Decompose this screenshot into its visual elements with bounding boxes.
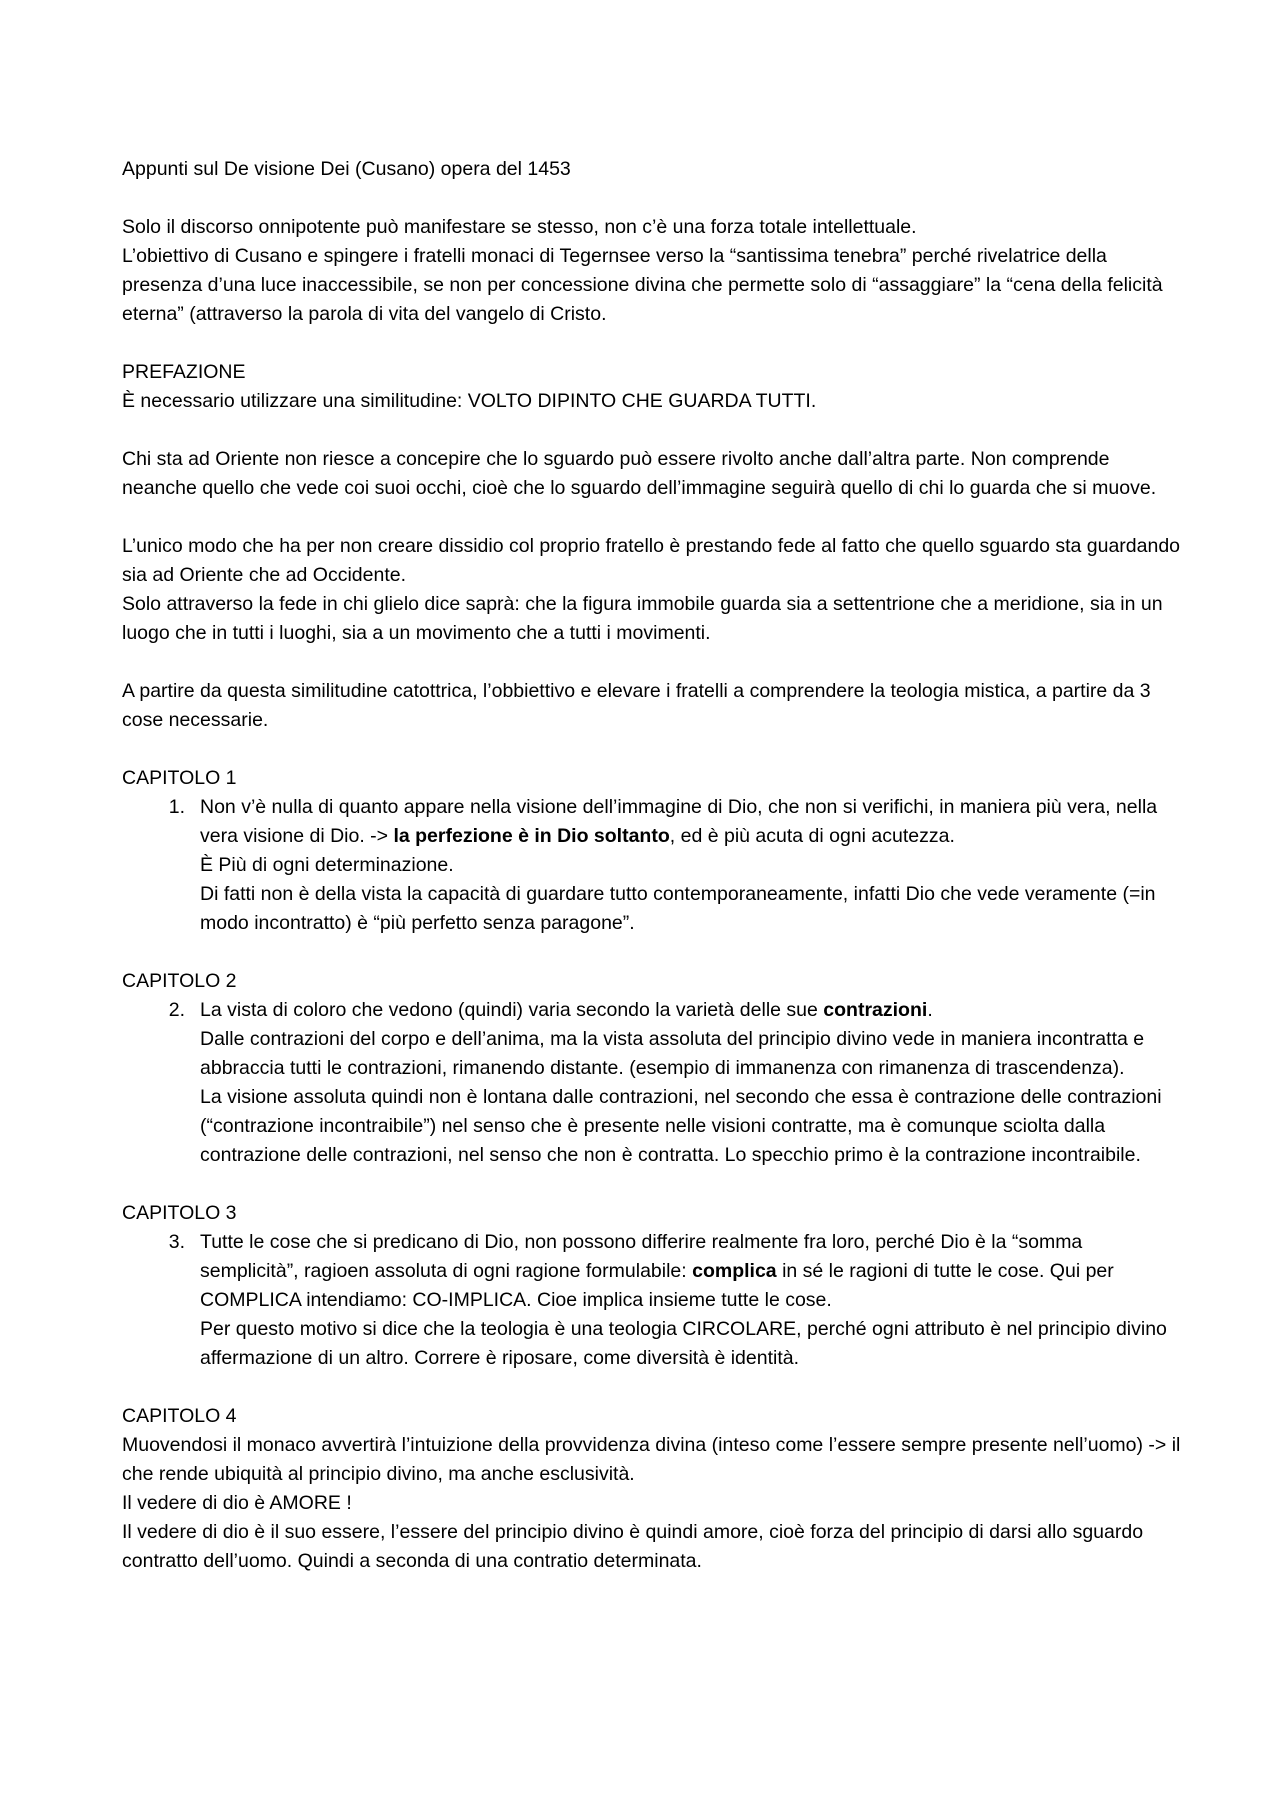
- chapter-4-paragraph: Muovendosi il monaco avvertirà l’intuizione della provvidenza divina (inteso come l’essere sempre presente nell’uomo) -> il che rende ubiquità al principio divino, ma anche esclusività.: [122, 1434, 1181, 1485]
- chapter-4-paragraph: Il vedere di dio è il suo essere, l’essere del principio divino è quindi amore, cioè forza del principio di darsi allo sguardo contratto dell’uomo. Quindi a seconda di una contratio determinata.: [122, 1521, 1144, 1572]
- chapter-4-line: Il vedere di dio è AMORE !: [122, 1492, 352, 1514]
- intro-paragraph: L’obiettivo di Cusano e spingere i fratelli monaci di Tegernsee verso la “santissima tenebra” perché rivelatrice della presenza d’una luce inaccessibile, se non per concessione divina che permette solo di “assaggiare” la “cena della felicità eterna” (attraverso la parola di vita del vangelo di Cristo.: [122, 245, 1163, 325]
- list-item-text: Per questo motivo si dice che la teologia è una teologia CIRCOLARE, perché ogni attributo è nel principio divino affermazione di un altro. Correre è riposare, come diversità è identità.: [200, 1318, 1167, 1369]
- list-number: 2.: [168, 999, 185, 1021]
- list-item-text: È Più di ogni determinazione.: [200, 854, 454, 876]
- prefazione-line: È necessario utilizzare una similitudine: VOLTO DIPINTO CHE GUARDA TUTTI.: [122, 390, 817, 412]
- chapter-1-heading: CAPITOLO 1: [122, 767, 237, 789]
- prefazione-paragraph: Solo attraverso la fede in chi glielo dice saprà: che la figura immobile guarda sia a settentrione che a meridione, sia in un luogo che in tutti i luoghi, sia a un movimento che a tutti i movimenti.: [122, 593, 1163, 644]
- chapter-2-list-item: [122, 996, 1182, 1170]
- chapter-3-list-item: [122, 1228, 1182, 1373]
- prefazione-paragraph: L’unico modo che ha per non creare dissidio col proprio fratello è prestando fede al fatto che quello sguardo sta guardando sia ad Oriente che ad Occidente.: [122, 535, 1181, 586]
- prefazione-paragraph: Chi sta ad Oriente non riesce a concepire che lo sguardo può essere rivolto anche dall’altra parte. Non comprende neanche quello che vede coi suoi occhi, cioè che lo sguardo dell’immagine seguirà quello di chi lo guarda che si muove.: [122, 448, 1157, 499]
- intro-line-1: Solo il discorso onnipotente può manifestare se stesso, non c’è una forza totale intellettuale.: [122, 216, 917, 238]
- list-number: 3.: [168, 1231, 185, 1253]
- chapter-3-heading: CAPITOLO 3: [122, 1202, 237, 1224]
- list-number: 1.: [168, 796, 185, 818]
- chapter-2-heading: CAPITOLO 2: [122, 970, 237, 992]
- list-item-body: [200, 996, 1182, 1170]
- list-item-text: Dalle contrazioni del corpo e dell’anima, ma la vista assoluta del principio divino vede in maniera incontratta e abbraccia tutti le contrazioni, rimanendo distante. (esempio di immanenza con rimanenza di trascendenza).: [200, 1028, 1145, 1079]
- list-item-text: Di fatti non è della vista la capacità di guardare tutto contemporaneamente, infatti Dio che vede veramente (=in modo incontratto) è “più perfetto senza paragone”.: [200, 883, 1156, 934]
- prefazione-heading: PREFAZIONE: [122, 361, 246, 383]
- bold-text: contrazioni: [823, 999, 928, 1021]
- list-item-text: Non v’è nulla di quanto appare nella visione dell’immagine di Dio, che non si verifichi, in maniera più vera, nella vera visione di Dio. -> la perfezione è in Dio soltanto, ed è più acuta di ogni acutezza.: [200, 796, 1158, 847]
- document-title: Appunti sul De visione Dei (Cusano) opera del 1453: [122, 158, 571, 180]
- list-item-body: [200, 1228, 1182, 1373]
- document-body: [122, 155, 1182, 1576]
- bold-text: complica: [692, 1260, 777, 1282]
- chapter-1-list-item: [122, 793, 1182, 938]
- list-item-text: Tutte le cose che si predicano di Dio, non possono differire realmente fra loro, perché Dio è la “somma semplicità”, ragioen assoluta di ogni ragione formulabile: complica in sé le ragioni di tutte le cose. Qui per COMPLICA intendiamo: CO-IMPLICA. Cioe implica insieme tutte le cose.: [200, 1231, 1114, 1311]
- bold-text: la perfezione è in Dio soltanto: [393, 825, 670, 847]
- prefazione-paragraph: A partire da questa similitudine catottrica, l’obbiettivo e elevare i fratelli a comprendere la teologia mistica, a partire da 3 cose necessarie.: [122, 680, 1151, 731]
- list-item-body: [200, 793, 1182, 938]
- list-item-text: La visione assoluta quindi non è lontana dalle contrazioni, nel secondo che essa è contrazione delle contrazioni (“contrazione incontraibile”) nel senso che è presente nelle visioni contratte, ma è comunque sciolta dalla contrazione delle contrazioni, nel senso che non è contratta. Lo specchio primo è la contrazione incontraibile.: [200, 1086, 1162, 1166]
- list-item-text: La vista di coloro che vedono (quindi) varia secondo la varietà delle sue contrazioni.: [200, 999, 933, 1021]
- chapter-4-heading: CAPITOLO 4: [122, 1405, 237, 1427]
